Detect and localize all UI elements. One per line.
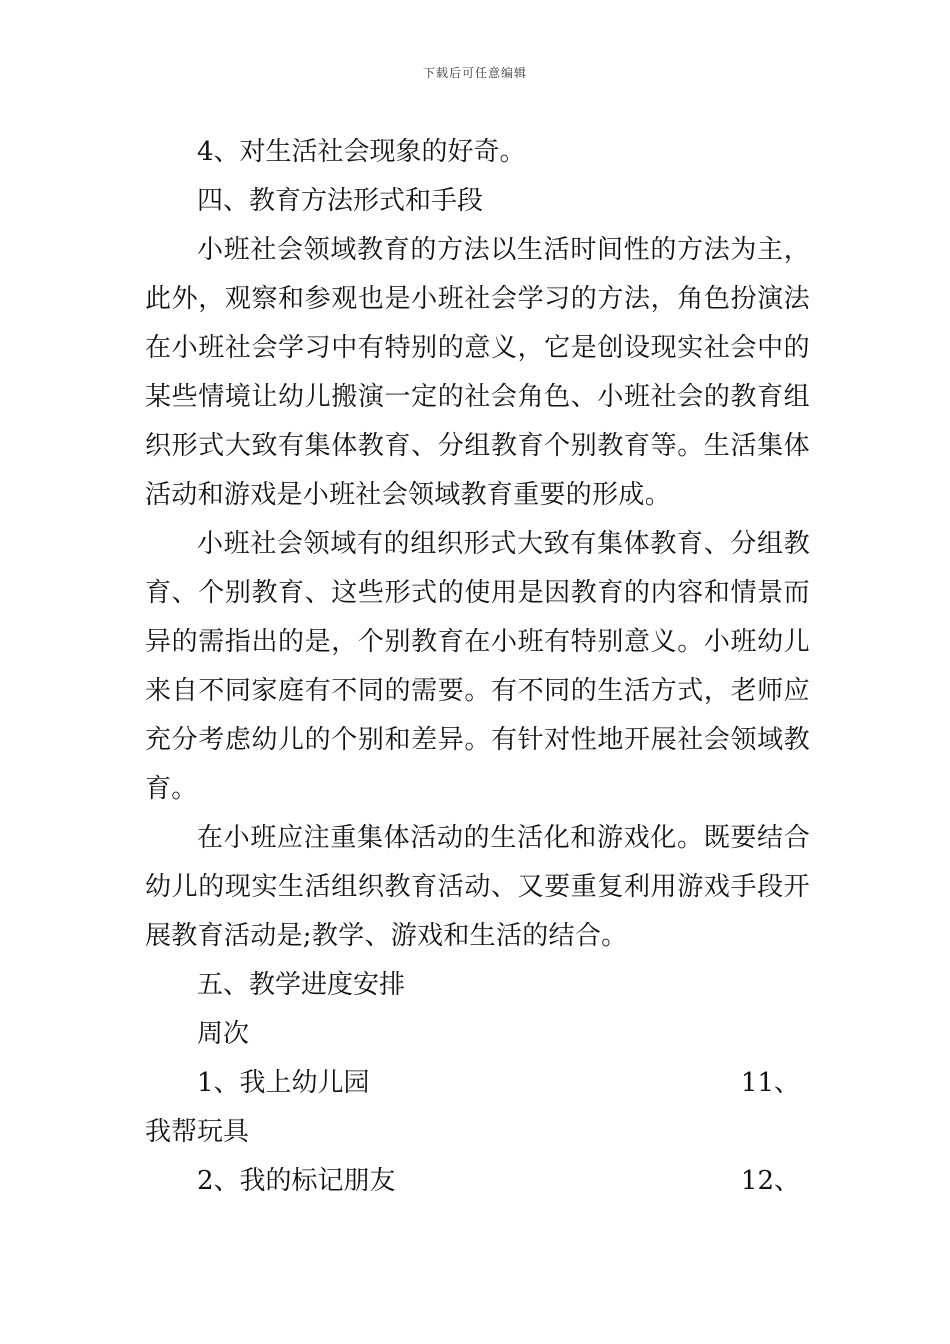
schedule-item-left: 1、我上幼儿园: [197, 1068, 370, 1098]
schedule-row: [145, 1157, 810, 1206]
section-heading-4: 四、教育方法形式和手段: [197, 186, 484, 216]
schedule-item-left: 2、我的标记朋友: [197, 1166, 396, 1196]
page-header: 下载后可任意编辑: [422, 66, 527, 80]
schedule-item-right: 12、: [740, 1166, 800, 1196]
schedule-row: [145, 1059, 810, 1108]
document-body: [145, 128, 810, 1206]
schedule-item-right: 11、: [740, 1068, 800, 1098]
schedule-item-continuation: 我帮玩具: [145, 1117, 250, 1147]
paragraph-activities: 在小班应注重集体活动的生活化和游戏化。既要结合幼儿的现实生活组织教育活动、又要重复利用游戏手段开展教育活动是;教学、游戏和生活的结合。: [145, 823, 810, 951]
week-label: 周次: [197, 1019, 250, 1049]
paragraph-organization: 小班社会领域有的组织形式大致有集体教育、分组教育、个别教育、这些形式的使用是因教育的内容和情景而异的需指出的是，个别教育在小班有特别意义。小班幼儿来自不同家庭有不同的需要。有不同的生活方式，老师应充分考虑幼儿的个别和差异。有针对性地开展社会领域教育。: [145, 529, 810, 804]
list-item-4: 4、对生活社会现象的好奇。: [197, 137, 526, 167]
section-heading-5: 五、教学进度安排: [197, 970, 406, 1000]
paragraph-methods: 小班社会领域教育的方法以生活时间性的方法为主，此外，观察和参观也是小班社会学习的方法，角色扮演法在小班社会学习中有特别的意义，它是创设现实社会中的某些情境让幼儿搬演一定的社会角色、小班社会的教育组织形式大致有集体教育、分组教育个别教育等。生活集体活动和游戏是小班社会领域教育重要的形成。: [145, 235, 810, 510]
